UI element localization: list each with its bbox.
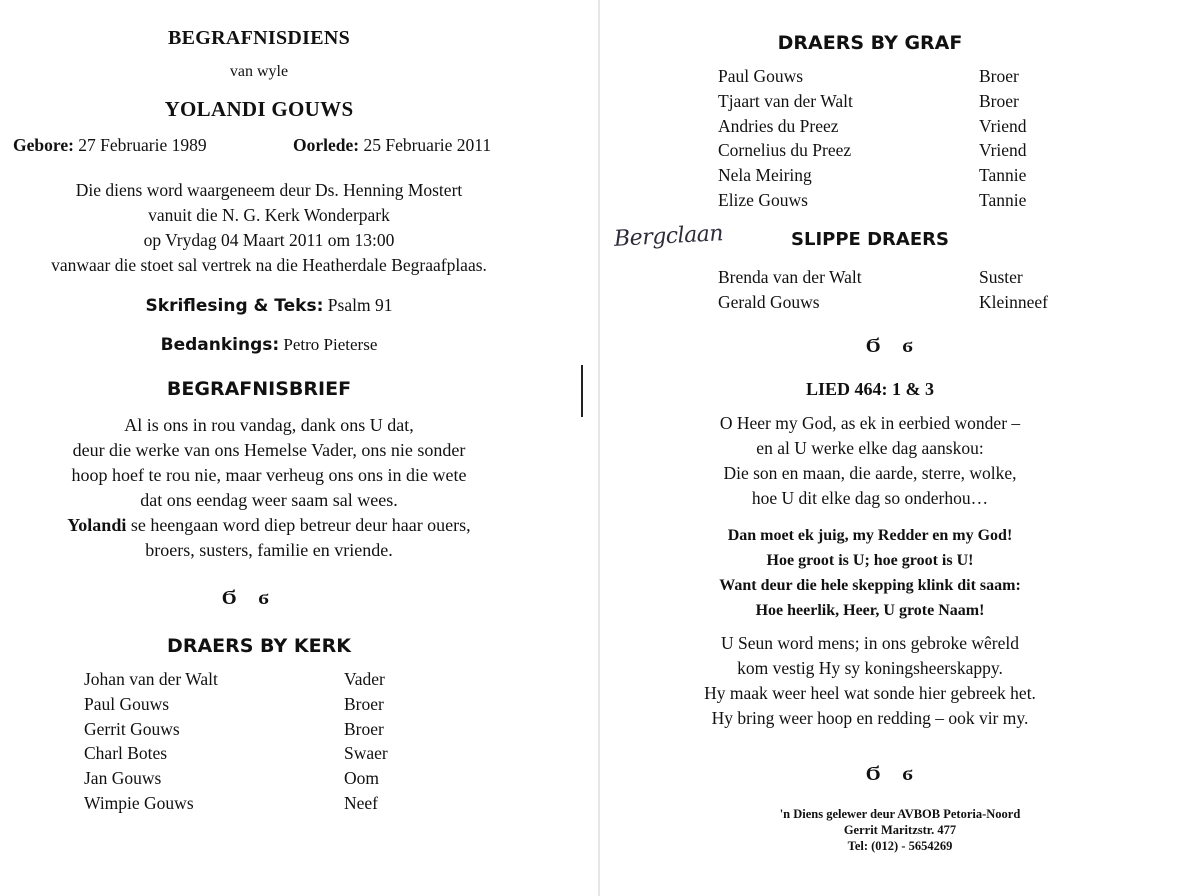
handwritten-signature: Bergclaan <box>613 221 724 252</box>
fold-mark <box>581 365 583 417</box>
verse-line: hoe U dit elke dag so onderhou… <box>751 488 989 508</box>
church-bearers-list <box>84 667 414 816</box>
scripture-reading <box>0 295 538 316</box>
footer-line: Tel: (012) - 5654269 <box>847 839 953 853</box>
list-item <box>718 114 1048 139</box>
list-item <box>84 667 414 692</box>
letter-line: Al is ons in rou vandag, dank ons U dat, <box>124 415 414 435</box>
letter-line-name <box>0 513 538 538</box>
list-item <box>718 188 1048 213</box>
chorus-line: Dan moet ek juig, my Redder en my God! <box>727 527 1013 544</box>
letter-body <box>0 413 538 563</box>
bearer-relation: Broer <box>344 693 384 714</box>
chorus-line: Want deur die hele skepping klink dit saam: <box>719 577 1021 594</box>
list-item <box>718 163 1048 188</box>
hymn-verse-3 <box>700 631 1040 731</box>
slippe-bearers-title: SLIPPE DRAERS <box>791 229 949 250</box>
hymn-title: LIED 464: 1 & 3 <box>805 379 934 399</box>
service-title: BEGRAFNISDIENS <box>167 27 351 49</box>
list-item <box>718 138 1048 163</box>
born-label: Gebore: <box>13 135 74 155</box>
born-value: 27 Februarie 1989 <box>78 135 207 155</box>
ornament-divider: Ϭϭ <box>866 763 935 785</box>
death-date <box>293 135 491 156</box>
list-item <box>718 290 1058 315</box>
verse-line: O Heer my God, as ek in eerbied wonder – <box>719 413 1021 433</box>
bearer-name: Gerald Gouws <box>718 291 820 312</box>
bearer-relation: Broer <box>979 66 1019 86</box>
thanks <box>0 335 538 355</box>
birth-date <box>13 135 207 156</box>
verse-line: Hy maak weer heel wat sonde hier gebreek het. <box>704 683 1036 703</box>
church-bearers-title: DRAERS BY KERK <box>167 635 351 657</box>
reading-label: Skriflesing & Teks: <box>145 296 324 316</box>
list-item <box>718 64 1048 89</box>
hymn-verse-1 <box>700 411 1040 511</box>
letter-title: BEGRAFNISBRIEF <box>166 378 352 400</box>
bearer-name: Johan van der Walt <box>84 669 218 689</box>
footer-line: Gerrit Maritzstr. 477 <box>843 823 957 837</box>
bearer-relation: Neef <box>344 792 379 813</box>
deceased-name: YOLANDI GOUWS <box>164 97 354 121</box>
funeral-service-footer <box>735 806 1065 854</box>
grave-bearers-list <box>718 64 1048 213</box>
reading-value: Psalm 91 <box>327 295 393 315</box>
letter-line: deur die werke van ons Hemelse Vader, ons nie sonder <box>72 440 466 460</box>
died-value: 25 Februarie 2011 <box>363 135 492 155</box>
letter-line: broers, susters, familie en vriende. <box>145 540 393 560</box>
bearer-relation: Tannie <box>979 165 1027 186</box>
service-line: op Vrydag 04 Maart 2011 om 13:00 <box>143 230 395 250</box>
slippe-bearers-list <box>718 265 1058 315</box>
list-item <box>718 265 1058 290</box>
bearer-name: Paul Gouws <box>84 693 170 714</box>
bearer-name: Elize Gouws <box>718 189 808 210</box>
bearer-relation: Suster <box>979 267 1023 287</box>
letter-rest: se heengaan word diep betreur deur haar ouers, <box>126 515 471 535</box>
letter-name: Yolandi <box>67 515 127 535</box>
list-item <box>84 741 414 766</box>
bearer-name: Andries du Preez <box>718 115 839 136</box>
thanks-label: Bedankings: <box>160 335 280 355</box>
list-item <box>84 766 414 791</box>
verse-line: en al U werke elke dag aanskou: <box>756 438 984 458</box>
bearer-relation: Vriend <box>979 140 1027 161</box>
verse-line: Die son en maan, die aarde, sterre, wolke, <box>723 463 1017 483</box>
bearer-name: Paul Gouws <box>718 66 804 86</box>
service-line: Die diens word waargeneem deur Ds. Henning Mostert <box>75 180 463 200</box>
grave-bearers-title: DRAERS BY GRAF <box>777 32 963 54</box>
verse-line: U Seun word mens; in ons gebroke wêreld <box>721 633 1019 653</box>
bearer-name: Charl Botes <box>84 743 168 764</box>
list-item <box>84 717 414 742</box>
ornament-divider: Ϭϭ <box>866 335 935 357</box>
bearer-relation: Vriend <box>979 115 1027 136</box>
bearer-relation: Vader <box>344 669 385 689</box>
bearer-name: Gerrit Gouws <box>84 718 180 739</box>
bearer-name: Cornelius du Preez <box>718 140 852 161</box>
list-item <box>84 791 414 816</box>
verse-line: Hy bring weer hoop en redding – ook vir my. <box>711 708 1029 728</box>
list-item <box>718 89 1048 114</box>
bearer-relation: Swaer <box>344 743 388 764</box>
bearer-relation: Tannie <box>979 189 1027 210</box>
bearer-name: Tjaart van der Walt <box>718 90 853 111</box>
bearer-name: Jan Gouws <box>84 768 162 789</box>
bearer-relation: Kleinneef <box>979 291 1048 312</box>
died-label: Oorlede: <box>293 135 360 155</box>
service-line: vanuit die N. G. Kerk Wonderpark <box>148 205 390 225</box>
bearer-name: Nela Meiring <box>718 165 812 186</box>
verse-line: kom vestig Hy sy koningsheerskappy. <box>737 658 1003 678</box>
bearer-relation: Oom <box>344 768 379 789</box>
list-item <box>84 692 414 717</box>
service-line: vanwaar die stoet sal vertrek na die Heatherdale Begraafplaas. <box>51 255 487 275</box>
page-fold <box>598 0 600 896</box>
bearer-relation: Broer <box>979 90 1019 111</box>
bearer-relation: Broer <box>344 718 384 739</box>
letter-line: dat ons eendag weer saam sal wees. <box>140 490 398 510</box>
bearer-name: Brenda van der Walt <box>718 267 862 287</box>
hymn-chorus <box>700 523 1040 623</box>
footer-line: 'n Diens gelewer deur AVBOB Petoria-Noord <box>779 807 1021 821</box>
thanks-value: Petro Pieterse <box>283 335 378 354</box>
bearer-name: Wimpie Gouws <box>84 792 194 813</box>
letter-line: hoop hoef te rou nie, maar verheug ons ons in die wete <box>71 465 467 485</box>
chorus-line: Hoe heerlik, Heer, U grote Naam! <box>755 602 985 619</box>
service-details <box>0 178 538 278</box>
van-wyle-text: van wyle <box>229 63 289 80</box>
ornament-divider: Ϭϭ <box>222 587 291 609</box>
chorus-line: Hoe groot is U; hoe groot is U! <box>766 552 974 569</box>
